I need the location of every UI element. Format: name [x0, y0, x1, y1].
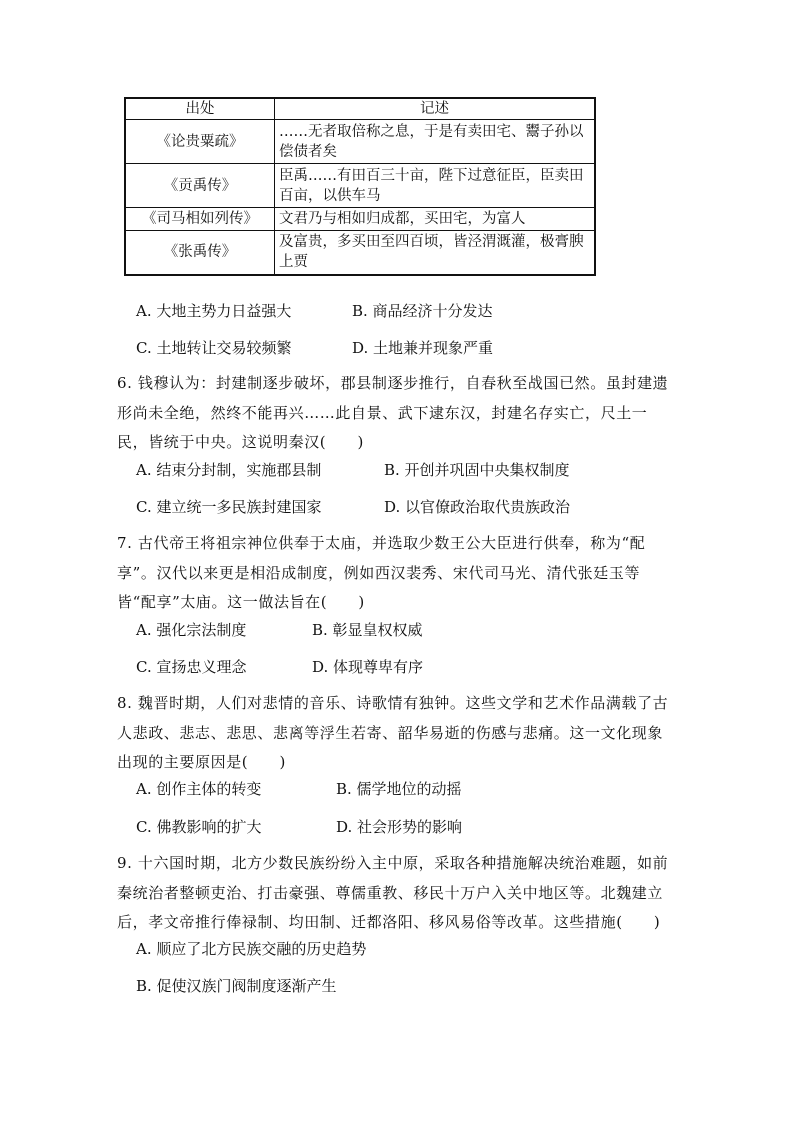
q6-option-b[interactable]: B. 开创并巩固中央集权制度 [384, 461, 570, 479]
q5-option-d[interactable]: D. 土地兼并现象严重 [352, 339, 494, 357]
q5-option-a[interactable]: A. 大地主势力日益强大 [136, 302, 292, 320]
source-table [124, 97, 596, 276]
table-header-source: 出处 [125, 98, 275, 120]
table-cell-text: ……无者取倍称之息，于是有卖田宅、鬻子孙以偿债者矣 [275, 120, 596, 164]
q8-option-d[interactable]: D. 社会形势的影响 [336, 818, 463, 836]
table-cell-text: 臣禹……有田百三十亩，陛下过意征臣，臣卖田百亩，以供车马 [275, 164, 596, 208]
q5-option-b[interactable]: B. 商品经济十分发达 [352, 302, 493, 320]
table-cell-source: 《司马相如列传》 [125, 208, 275, 231]
q8-option-c[interactable]: C. 佛教影响的扩大 [136, 818, 262, 836]
table-cell-source: 《张禹传》 [125, 231, 275, 275]
q5-option-c[interactable]: C. 土地转让交易较频繁 [136, 339, 292, 357]
q8-stem [117, 689, 677, 778]
table-header-row [125, 98, 595, 120]
q6-option-c[interactable]: C. 建立统一多民族封建国家 [136, 498, 322, 516]
q6-stem [117, 369, 677, 458]
table-header-record: 记述 [275, 98, 596, 120]
q6-option-d[interactable]: D. 以官僚政治取代贵族政治 [384, 498, 571, 516]
q7-option-a[interactable]: A. 强化宗法制度 [136, 621, 247, 639]
q8-option-b[interactable]: B. 儒学地位的动摇 [336, 780, 462, 798]
q9-option-a[interactable]: A. 顺应了北方民族交融的历史趋势 [136, 940, 367, 958]
q8-option-a[interactable]: A. 创作主体的转变 [136, 780, 262, 798]
q6-stem-text: 6. 钱穆认为：封建制逐步破坏，郡县制逐步推行，自春秋至战国已然。虽封建遗形尚未全绝，然终不能再兴……此自景、武下逮东汉，封建名存实亡，尺土一民，皆统于中央。这说明秦汉( ) [117, 374, 669, 451]
table-cell-text: 文君乃与相如归成都，买田宅，为富人 [275, 208, 596, 231]
q7-option-b[interactable]: B. 彰显皇权权威 [312, 621, 423, 639]
table-cell-source: 《贡禹传》 [125, 164, 275, 208]
table-cell-text: 及富贵，多买田至四百顷，皆泾渭溉灌，极膏腴上贾 [275, 231, 596, 275]
table-cell-source: 《论贵粟疏》 [125, 120, 275, 164]
q7-stem [117, 529, 677, 618]
q9-stem-text: 9. 十六国时期，北方少数民族纷纷入主中原，采取各种措施解决统治难题，如前秦统治者整顿吏治、打击豪强、尊儒重教、移民十万户入关中地区等。北魏建立后，孝文帝推行俸禄制、均田制、迁都洛阳、移风易俗等改革。这些措施( ) [117, 854, 669, 931]
table-row [125, 120, 595, 164]
q7-option-d[interactable]: D. 体现尊卑有序 [312, 658, 424, 676]
q9-stem [117, 849, 677, 938]
q6-option-a[interactable]: A. 结束分封制，实施郡县制 [136, 461, 322, 479]
table-row [125, 164, 595, 208]
q7-option-c[interactable]: C. 宣扬忠义理念 [136, 658, 247, 676]
q7-stem-text: 7. 古代帝王将祖宗神位供奉于太庙，并选取少数王公大臣进行供奉，称为“配享”。汉代以来更是相沿成制度，例如西汉裴秀、宋代司马光、清代张廷玉等皆“配享”太庙。这一做法旨在( ) [117, 534, 646, 611]
q8-stem-text: 8. 魏晋时期，人们对悲情的音乐、诗歌情有独钟。这些文学和艺术作品满载了古人悲政、悲志、悲思、悲离等浮生若寄、韶华易逝的伤感与悲痛。这一文化现象出现的主要原因是( ) [117, 694, 669, 771]
table-row [125, 208, 595, 231]
q9-option-b[interactable]: B. 促使汉族门阀制度逐渐产生 [136, 977, 337, 995]
table-row [125, 231, 595, 275]
